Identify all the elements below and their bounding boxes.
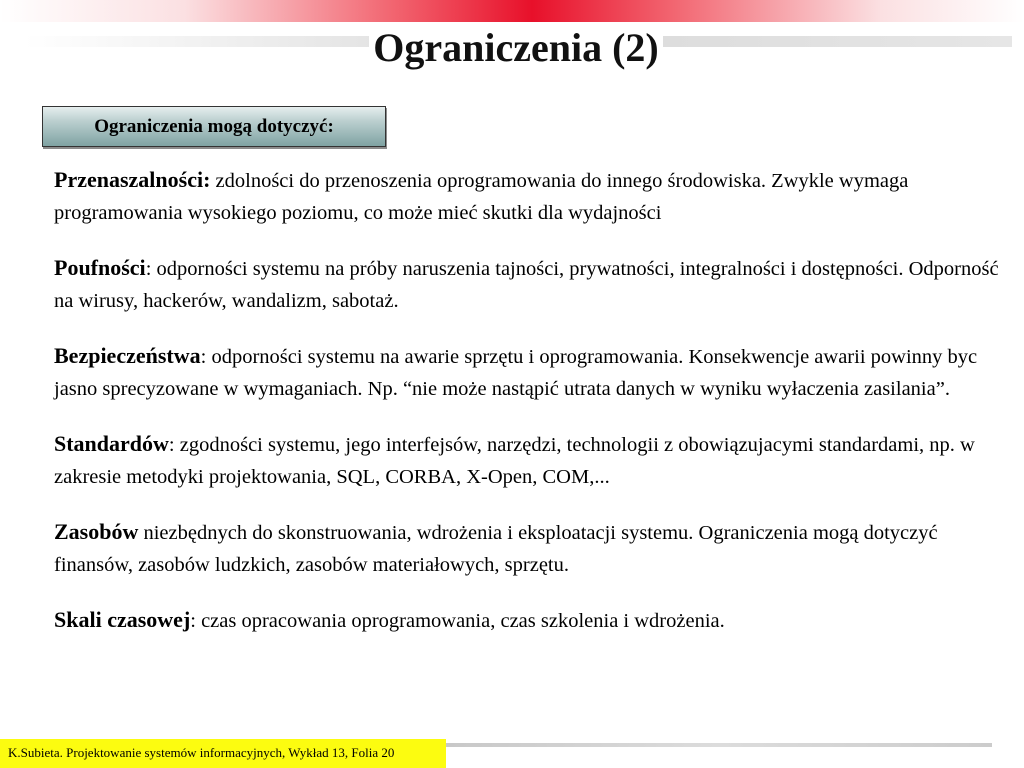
constraint-description: : zgodności systemu, jego interfejsów, narzędzi, technologii z obowiązujacymi standardami, np. w zakresie metodyki projektowania, SQL, CORBA, X-Open, COM,...	[54, 434, 975, 488]
top-decorative-band	[0, 0, 1024, 22]
slide-title-container	[0, 24, 1024, 72]
constraint-item-skali-czasowej	[54, 604, 1014, 637]
constraint-label: Standardów	[54, 431, 169, 456]
constraint-item-standardow	[54, 428, 1014, 493]
constraint-description: : odporności systemu na próby naruszenia tajności, prywatności, integralności i dostępności. Odporność na wirusy, hackerów, wandalizm, sabotaż.	[54, 258, 999, 312]
constraint-description: zdolności do przenoszenia oprogramowania do innego środowiska. Zwykle wymaga programowania wysokiego poziomu, co może mieć skutki dla wydajności	[54, 170, 909, 224]
constraint-label: Poufności	[54, 255, 146, 280]
constraint-label: Bezpieczeństwa	[54, 343, 201, 368]
constraint-item-przenaszalnosci	[54, 164, 1014, 229]
constraint-label: Przenaszalności:	[54, 167, 211, 192]
constraints-list	[54, 164, 1014, 660]
footer-caption: K.Subieta. Projektowanie systemów informacyjnych, Wykład 13, Folia 20	[8, 745, 395, 760]
footer-decorative-bar	[446, 743, 992, 747]
constraint-description: niezbędnych do skonstruowania, wdrożenia i eksploatacji systemu. Ograniczenia mogą dotyczyć finansów, zasobów ludzkich, zasobów materiałowych, sprzętu.	[54, 522, 938, 576]
constraint-item-zasobow	[54, 516, 1014, 581]
constraint-description: : odporności systemu na awarie sprzętu i oprogramowania. Konsekwencje awarii powinny byc jasno sprecyzowane w wymaganiach. Np. “nie może nastąpić utrata danych w wyniku wyłaczenia zasilania”.	[54, 346, 978, 400]
constraint-label: Skali czasowej	[54, 607, 191, 632]
subtitle-box: Ograniczenia mogą dotyczyć:	[42, 106, 386, 147]
constraint-label: Zasobów	[54, 519, 139, 544]
constraint-item-bezpieczenstwa	[54, 340, 1014, 405]
constraint-item-poufnosci	[54, 252, 1014, 317]
slide-title: Ograniczenia (2)	[369, 24, 663, 72]
constraint-description: : czas opracowania oprogramowania, czas szkolenia i wdrożenia.	[190, 610, 725, 632]
